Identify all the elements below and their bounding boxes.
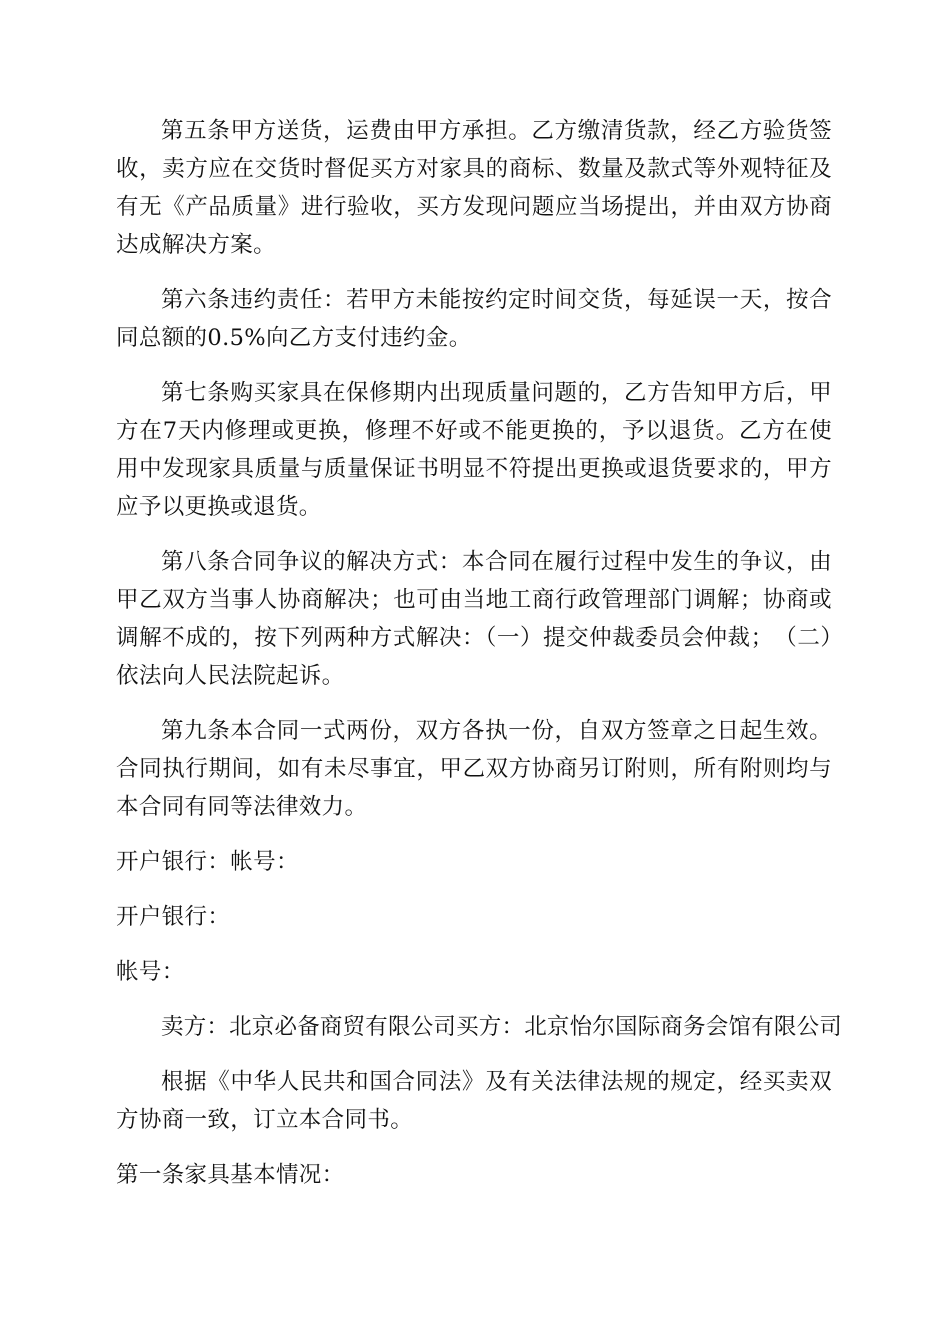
article-9-paragraph: 第九条本合同一式两份，双方各执一份，自双方签章之日起生效。合同执行期间，如有未尽事宜，甲乙双方协商另订附则，所有附则均与本合同有同等法律效力。	[116, 718, 832, 820]
article-7-paragraph: 第七条购买家具在保修期内出现质量问题的，乙方告知甲方后，甲方在7天内修理或更换，修理不好或不能更换的，予以退货。乙方在使用中发现家具质量与质量保证书明显不符提出更换或退货要求的，甲方应予以更换或退货。	[116, 380, 832, 520]
article-8-paragraph: 第八条合同争议的解决方式：本合同在履行过程中发生的争议，由甲乙双方当事人协商解决；也可由当地工商行政管理部门调解；协商或调解不成的，按下列两种方式解决：（一）提交仲裁委员会仲裁； （二）依法向人民法院起诉。	[116, 549, 832, 689]
article-5-paragraph: 第五条甲方送货，运费由甲方承担。乙方缴清货款，经乙方验货签收，卖方应在交货时督促买方对家具的商标、数量及款式等外观特征及有无《产品质量》进行验收，买方发现问题应当场提出，并由双方协商达成解决方案。	[116, 118, 832, 258]
article-6-paragraph: 第六条违约责任：若甲方未能按约定时间交货，每延误一天，按合同总额的0.5%向乙方支付违约金。	[116, 287, 832, 351]
account-line: 帐号：	[116, 959, 185, 985]
preamble-paragraph: 根据《中华人民共和国合同法》及有关法律法规的规定，经买卖双方协商一致，订立本合同书。	[116, 1069, 832, 1133]
bank-line: 开户银行：	[116, 904, 231, 930]
bank-account-line: 开户银行：帐号：	[116, 849, 299, 875]
document-body	[116, 112, 843, 1211]
article-1-heading: 第一条家具基本情况：	[116, 1162, 345, 1188]
parties-line: 卖方：北京必备商贸有限公司买方：北京怡尔国际商务会馆有限公司	[161, 1014, 843, 1040]
